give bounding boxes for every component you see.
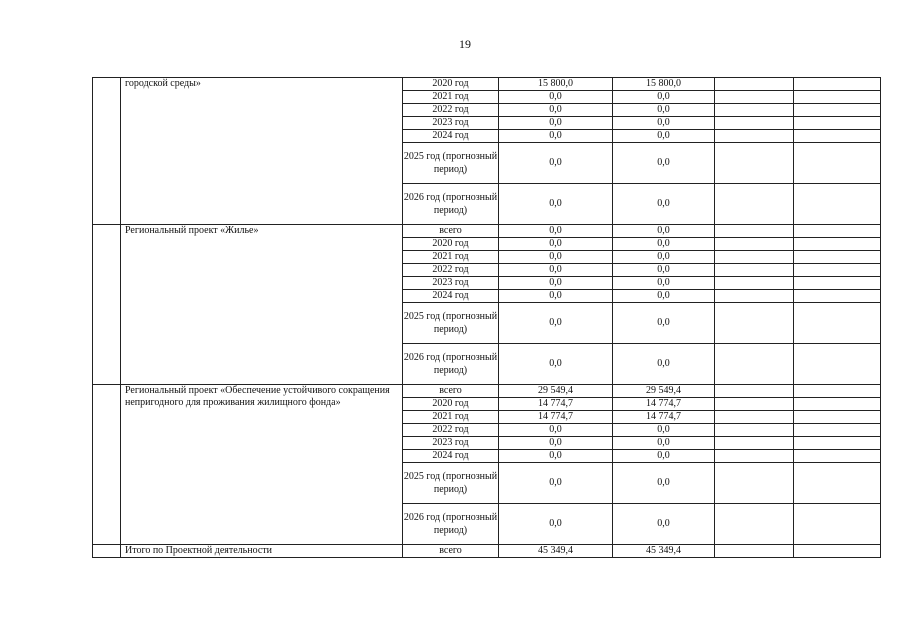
budget-amount-cell: 29 549,4 [613,385,715,398]
page-number: 19 [459,37,471,51]
empty-cell [794,424,881,437]
empty-cell [715,104,794,117]
total-amount-cell: 0,0 [499,344,613,385]
row-number-cell [93,385,121,545]
empty-cell [715,411,794,424]
period-cell: 2026 год (прогнозный период) [403,504,499,545]
period-cell: 2021 год [403,411,499,424]
empty-cell [794,290,881,303]
section-name-cell [121,225,403,385]
total-amount-cell: 0,0 [499,184,613,225]
empty-cell [794,277,881,290]
empty-cell [715,225,794,238]
empty-cell [794,504,881,545]
budget-amount-cell: 0,0 [613,504,715,545]
budget-amount-cell: 0,0 [613,303,715,344]
empty-cell [715,238,794,251]
period-cell: 2020 год [403,398,499,411]
empty-cell [715,91,794,104]
period-cell: 2022 год [403,104,499,117]
period-cell: 2023 год [403,117,499,130]
budget-amount-cell: 0,0 [613,463,715,504]
budget-amount-cell: 15 800,0 [613,78,715,91]
funding-table-body [93,78,881,558]
period-cell: 2021 год [403,251,499,264]
total-amount-cell: 14 774,7 [499,411,613,424]
empty-cell [794,450,881,463]
empty-cell [794,184,881,225]
empty-cell [794,104,881,117]
period-cell: 2023 год [403,277,499,290]
section-name: Региональный проект «Жилье» [125,225,259,236]
total-amount-cell: 0,0 [499,424,613,437]
budget-amount-cell: 0,0 [613,117,715,130]
period-cell: 2025 год (прогнозный период) [403,463,499,504]
empty-cell [715,450,794,463]
total-amount-cell: 15 800,0 [499,78,613,91]
empty-cell [794,411,881,424]
total-amount-cell: 0,0 [499,437,613,450]
period-cell: 2022 год [403,424,499,437]
empty-cell [715,277,794,290]
empty-cell [715,303,794,344]
table-row [93,545,881,558]
budget-amount-cell: 0,0 [613,450,715,463]
empty-cell [715,545,794,558]
budget-amount-cell: 0,0 [613,238,715,251]
period-cell: 2020 год [403,78,499,91]
period-cell: 2024 год [403,130,499,143]
budget-amount-cell: 0,0 [613,91,715,104]
budget-amount-cell: 0,0 [613,290,715,303]
section-name-cell [121,545,403,558]
budget-amount-cell: 0,0 [613,130,715,143]
empty-cell [794,303,881,344]
budget-amount-cell: 0,0 [613,277,715,290]
empty-cell [794,398,881,411]
table-row [93,385,881,398]
section-name-cell [121,385,403,545]
empty-cell [794,225,881,238]
period-cell: всего [403,545,499,558]
section-name: Итого по Проектной деятельности [125,545,272,556]
empty-cell [715,504,794,545]
period-cell: 2026 год (прогнозный период) [403,184,499,225]
period-cell: 2020 год [403,238,499,251]
empty-cell [715,344,794,385]
total-amount-cell: 0,0 [499,463,613,504]
period-cell: 2024 год [403,450,499,463]
empty-cell [715,78,794,91]
total-amount-cell: 0,0 [499,504,613,545]
empty-cell [715,143,794,184]
total-amount-cell: 0,0 [499,143,613,184]
total-amount-cell: 29 549,4 [499,385,613,398]
empty-cell [794,545,881,558]
section-name: Региональный проект «Обеспечение устойчивого сокращения непригодного для проживания жилищного фонда» [125,385,390,408]
empty-cell [794,463,881,504]
total-amount-cell: 0,0 [499,238,613,251]
total-amount-cell: 0,0 [499,290,613,303]
empty-cell [715,463,794,504]
budget-amount-cell: 0,0 [613,424,715,437]
total-amount-cell: 14 774,7 [499,398,613,411]
empty-cell [794,238,881,251]
budget-amount-cell: 0,0 [613,344,715,385]
period-cell: 2022 год [403,264,499,277]
period-cell: 2023 год [403,437,499,450]
table-row [93,225,881,238]
empty-cell [794,130,881,143]
budget-amount-cell: 0,0 [613,264,715,277]
total-amount-cell: 0,0 [499,264,613,277]
period-cell: 2024 год [403,290,499,303]
empty-cell [715,264,794,277]
row-number-cell [93,78,121,225]
empty-cell [715,130,794,143]
empty-cell [794,437,881,450]
budget-amount-cell: 0,0 [613,143,715,184]
row-number-cell [93,225,121,385]
budget-amount-cell: 14 774,7 [613,398,715,411]
total-amount-cell: 0,0 [499,91,613,104]
total-amount-cell: 0,0 [499,104,613,117]
row-number-cell [93,545,121,558]
budget-amount-cell: 0,0 [613,184,715,225]
budget-amount-cell: 0,0 [613,251,715,264]
section-name-cell [121,78,403,225]
period-cell: 2025 год (прогнозный период) [403,303,499,344]
table-row [93,78,881,91]
budget-amount-cell: 45 349,4 [613,545,715,558]
total-amount-cell: 0,0 [499,130,613,143]
funding-table [92,77,881,558]
total-amount-cell: 0,0 [499,450,613,463]
period-cell: 2026 год (прогнозный период) [403,344,499,385]
empty-cell [794,264,881,277]
period-cell: 2025 год (прогнозный период) [403,143,499,184]
empty-cell [715,184,794,225]
empty-cell [715,251,794,264]
empty-cell [794,117,881,130]
empty-cell [715,290,794,303]
empty-cell [794,91,881,104]
budget-amount-cell: 0,0 [613,225,715,238]
total-amount-cell: 0,0 [499,251,613,264]
empty-cell [794,251,881,264]
budget-amount-cell: 0,0 [613,104,715,117]
empty-cell [715,385,794,398]
total-amount-cell: 0,0 [499,225,613,238]
section-name: городской среды» [125,78,201,89]
total-amount-cell: 45 349,4 [499,545,613,558]
period-cell: 2021 год [403,91,499,104]
empty-cell [715,398,794,411]
total-amount-cell: 0,0 [499,117,613,130]
budget-amount-cell: 0,0 [613,437,715,450]
empty-cell [794,143,881,184]
empty-cell [715,437,794,450]
total-amount-cell: 0,0 [499,303,613,344]
period-cell: всего [403,225,499,238]
empty-cell [715,117,794,130]
total-amount-cell: 0,0 [499,277,613,290]
period-cell: всего [403,385,499,398]
empty-cell [794,385,881,398]
empty-cell [794,344,881,385]
empty-cell [715,424,794,437]
budget-amount-cell: 14 774,7 [613,411,715,424]
empty-cell [794,78,881,91]
